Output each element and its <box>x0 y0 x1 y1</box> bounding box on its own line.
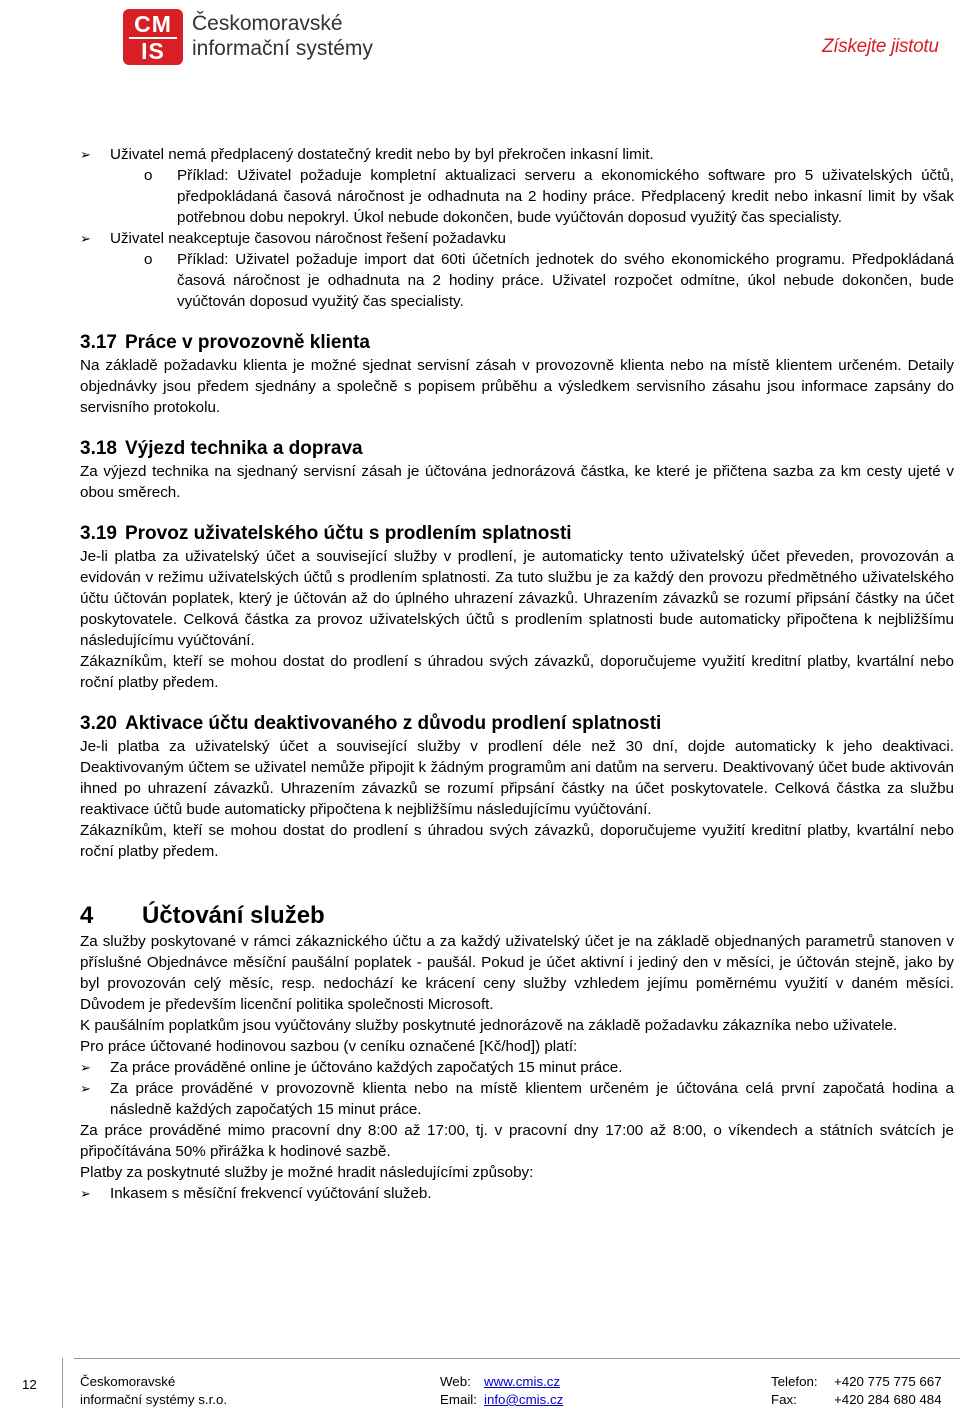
bullet-text: Za práce prováděné v provozovně klienta nebo na místě klientem určeném je účtována celá první započatá hodina a následně každých započatých 15 minut práce. <box>110 1080 954 1118</box>
list-item <box>80 1183 954 1204</box>
footer-company-line1: Českomoravské <box>80 1374 176 1389</box>
email-link[interactable]: info@cmis.cz <box>484 1392 564 1407</box>
paragraph: Pro práce účtované hodinovou sazbou (v ceníku označené [Kč/hod]) platí: <box>80 1038 578 1055</box>
paragraph: Za práce prováděné mimo pracovní dny 8:00 až 17:00, tj. v pracovní dny 17:00 až 8:00, o víkendech a státních svátcích je připočítávána 50% přirážka k hodinové sazbě. <box>80 1122 954 1160</box>
fax-label: Fax: <box>771 1392 797 1407</box>
section-heading-3-19 <box>80 522 954 546</box>
arrow-bullet-icon: ➢ <box>80 1081 91 1096</box>
sub-bullet-text: Příklad: Uživatel požaduje import dat 60ti účetních jednotek do svého ekonomického programu. Předpokládaná časová náročnost je odhadnuta na 2 hodiny práce. Uživatel rozpočet odmítne, úkol nebude dokončen, bude vyúčtován doposud využitý čas specialisty. <box>177 251 954 310</box>
circle-bullet-icon: o <box>144 167 153 184</box>
section-heading-3-17 <box>80 331 954 355</box>
chapter-title: Účtování služeb <box>142 902 325 929</box>
page-header <box>0 0 960 80</box>
paragraph: Platby za poskytnuté služby je možné hradit následujícími způsoby: <box>80 1164 534 1181</box>
section-heading-3-20 <box>80 712 954 736</box>
sub-bullet-text: Příklad: Uživatel požaduje kompletní aktualizaci serveru a ekonomického software pro 5 uživatelských účtů, předpokládaná časová náročnost je odhadnuta na 2 hodiny práce. Předplacený kredit nebo inkasní limit by však potřebnou dobu nepokryl. Úkol nebude dokončen, bude vyúčtován doposud využitý čas specialisty. <box>177 167 954 226</box>
web-link[interactable]: www.cmis.cz <box>484 1374 561 1389</box>
web-label: Web: <box>440 1374 471 1389</box>
arrow-bullet-icon: ➢ <box>80 147 91 162</box>
section-title: Aktivace účtu deaktivovaného z důvodu prodlení splatnosti <box>124 713 662 734</box>
list-item <box>80 144 954 165</box>
fax-value: +420 284 680 484 <box>834 1392 942 1407</box>
phone-value: +420 775 775 667 <box>834 1374 942 1389</box>
footer-company <box>80 1373 227 1409</box>
section-title: Práce v provozovně klienta <box>124 332 370 353</box>
footer-vertical-divider <box>62 1358 63 1408</box>
bullet-text: Za práce prováděné online je účtováno každých započatých 15 minut práce. <box>110 1059 623 1076</box>
paragraph: K paušálním poplatkům jsou vyúčtovány služby poskytnuté jednorázově na základě požadavku zákazníka nebo uživatele. <box>80 1017 898 1034</box>
section-number: 3.17 <box>80 332 117 353</box>
logo-mark-bottom: IS <box>141 38 165 64</box>
paragraph: Je-li platba za uživatelský účet a související služby v prodlení déle než 30 dní, dojde automaticky k jeho deaktivaci. Deaktivovaným účtem se uživatel nemůže připojit k žádným programům ani datům na serveru. Deaktivovaný účet bude aktivován ihned po uhrazení závazků. Uhrazením závazků se rozumí připsání částky na účet poskytovatele. Celková částka za službu reaktivace účtů bude automaticky připočtena k nejbližšímu následujícímu vyúčtování. <box>80 738 954 818</box>
arrow-bullet-icon: ➢ <box>80 231 91 246</box>
company-name-line1: Českomoravské <box>192 12 343 35</box>
bullet-text: Uživatel neakceptuje časovou náročnost řešení požadavku <box>110 230 506 247</box>
bullet-text: Uživatel nemá předplacený dostatečný kredit nebo by byl překročen inkasní limit. <box>110 146 654 163</box>
footer-contact-values <box>834 1373 942 1409</box>
sub-list-item <box>80 165 954 228</box>
section-number: 3.19 <box>80 523 117 544</box>
logo-mark-top: CM <box>134 11 172 37</box>
footer-company-line2: informační systémy s.r.o. <box>80 1392 228 1407</box>
company-logo <box>123 9 183 65</box>
paragraph: Zákazníkům, kteří se mohou dostat do prodlení s úhradou svých závazků, doporučujeme využití kreditní platby, kvartální nebo roční platby předem. <box>80 822 954 860</box>
circle-bullet-icon: o <box>144 251 153 268</box>
chapter-number: 4 <box>80 902 94 929</box>
page-number: 12 <box>22 1377 37 1392</box>
paragraph: Na základě požadavku klienta je možné sjednat servisní zásah v provozovně klienta nebo na místě klientem určeném. Detaily objednávky jsou předem sjednány a společně s popisem průběhu a výsledkem servisního zásahu jsou informace zapsány do servisního protokolu. <box>80 357 954 416</box>
section-number: 3.20 <box>80 713 117 734</box>
company-name-line2: informační systémy <box>192 37 373 60</box>
list-item <box>80 1078 954 1120</box>
paragraph: Za služby poskytované v rámci zákaznického účtu a za každý uživatelský účet je na základě objednaných parametrů stanoven v příslušné Objednávce měsíční paušální poplatek - paušál. Pokud je účet aktivní i jediný den v měsíci, je účtován stejně, jako by byl provozován celý měsíc, resp. nedochází ke krácení ceny služby vzhledem jejímu poměrnému využití v daném měsíci. Důvodem je především licenční politika společnosti Microsoft. <box>80 933 954 1013</box>
arrow-bullet-icon: ➢ <box>80 1186 91 1201</box>
sub-list-item <box>80 249 954 312</box>
slogan: Získejte jistotu <box>822 36 939 57</box>
footer-contact-labels <box>771 1373 818 1409</box>
footer-labels <box>440 1373 477 1409</box>
section-title: Výjezd technika a doprava <box>124 438 363 459</box>
footer-divider <box>74 1358 960 1359</box>
page-footer <box>0 1355 960 1411</box>
bullet-text: Inkasem s měsíční frekvencí vyúčtování služeb. <box>110 1185 432 1202</box>
paragraph: Zákazníkům, kteří se mohou dostat do prodlení s úhradou svých závazků, doporučujeme využití kreditní platby, kvartální nebo roční platby předem. <box>80 653 954 691</box>
section-title: Provoz uživatelského účtu s prodlením splatnosti <box>124 523 572 544</box>
arrow-bullet-icon: ➢ <box>80 1060 91 1075</box>
list-item <box>80 1057 954 1078</box>
section-number: 3.18 <box>80 438 117 459</box>
document-body <box>80 144 954 1204</box>
section-heading-3-18 <box>80 437 954 461</box>
footer-links <box>484 1373 563 1409</box>
chapter-heading-4 <box>80 901 954 931</box>
email-label: Email: <box>440 1392 477 1407</box>
list-item <box>80 228 954 249</box>
paragraph: Je-li platba za uživatelský účet a související služby v prodlení, je automaticky tento uživatelský účet převeden, provozován a evidován v režimu uživatelských účtů s prodlením splatnosti. Za tuto službu je za každý den provozu předmětného uživatelského účtu účtován poplatek, který je účtován až do úplného uhrazení závazků. Uhrazením závazků se rozumí připsání částky na účet poskytovatele. Celková částka za provoz uživatelských účtů s prodlením splatnosti bude automaticky připočtena k nejbližšímu následujícímu vyúčtování. <box>80 548 954 649</box>
paragraph: Za výjezd technika na sjednaný servisní zásah je účtována jednorázová částka, ke které je přičtena sazba za km cesty ujeté v obou směrech. <box>80 463 954 501</box>
phone-label: Telefon: <box>771 1374 818 1389</box>
